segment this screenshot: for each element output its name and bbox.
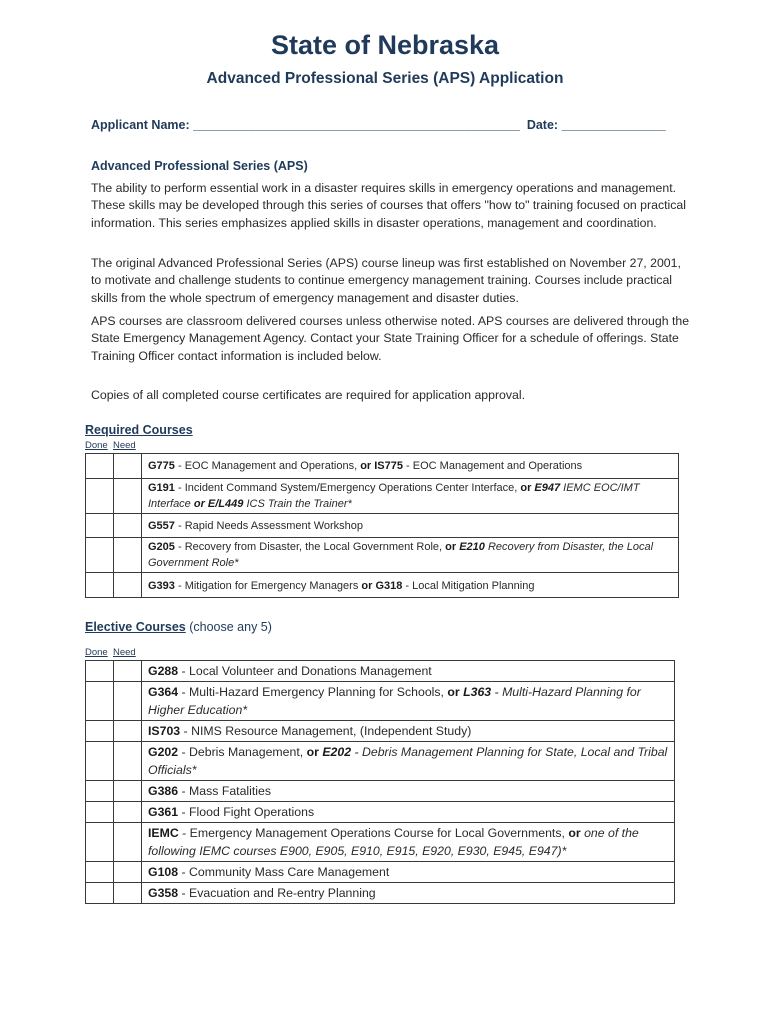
- need-checkbox[interactable]: [114, 573, 142, 598]
- intro-paragraph-2: The original Advanced Professional Series (APS) course lineup was first established on November 27, 2001, to motivate and challenge students to continue emergency management training. Courses include practical skills from the whole spectrum of emergency management and disaster duties.: [91, 256, 681, 305]
- course-description: G205 - Recovery from Disaster, the Local Government Role, or E210 Recovery from Disaster, the Local Government Role*: [142, 538, 679, 573]
- course-description: IEMC - Emergency Management Operations Course for Local Governments, or one of the following IEMC courses E900, E905, E910, E915, E920, E930, E945, E947)*: [142, 823, 675, 862]
- done-checkbox[interactable]: [86, 573, 114, 598]
- applicant-name-field[interactable]: _______________________________________________: [193, 118, 520, 132]
- need-checkbox[interactable]: [114, 721, 142, 742]
- done-checkbox[interactable]: [86, 742, 114, 781]
- done-checkbox[interactable]: [86, 479, 114, 514]
- course-description: G386 - Mass Fatalities: [142, 781, 675, 802]
- course-description: G364 - Multi-Hazard Emergency Planning for Schools, or L363 - Multi-Hazard Planning for Higher Education*: [142, 682, 675, 721]
- need-checkbox[interactable]: [114, 479, 142, 514]
- course-description: G775 - EOC Management and Operations, or IS775 - EOC Management and Operations: [142, 454, 679, 479]
- table-row: [86, 682, 675, 721]
- course-description: G361 - Flood Fight Operations: [142, 802, 675, 823]
- table-row: [86, 479, 679, 514]
- table-row: [86, 514, 679, 538]
- need-checkbox[interactable]: [114, 514, 142, 538]
- course-description: G557 - Rapid Needs Assessment Workshop: [142, 514, 679, 538]
- need-checkbox[interactable]: [114, 823, 142, 862]
- table-row: [86, 802, 675, 823]
- elective-done-need-header: Done Need: [85, 647, 136, 658]
- course-description: G191 - Incident Command System/Emergency Operations Center Interface, or E947 IEMC EOC/IMT Interface or E/L449 ICS Train the Trainer*: [142, 479, 679, 514]
- need-checkbox[interactable]: [114, 682, 142, 721]
- need-checkbox[interactable]: [114, 538, 142, 573]
- need-checkbox[interactable]: [114, 661, 142, 682]
- course-description: G108 - Community Mass Care Management: [142, 862, 675, 883]
- applicant-name-label: Applicant Name:: [91, 118, 190, 132]
- done-checkbox[interactable]: [86, 661, 114, 682]
- done-checkbox[interactable]: [86, 454, 114, 479]
- course-description: G393 - Mitigation for Emergency Managers or G318 - Local Mitigation Planning: [142, 573, 679, 598]
- table-row: [86, 862, 675, 883]
- table-row: [86, 742, 675, 781]
- required-done-need-header: Done Need: [85, 440, 136, 451]
- certificate-note: Copies of all completed course certificates are required for application approval.: [91, 388, 526, 402]
- aps-heading: Advanced Professional Series (APS): [91, 159, 308, 173]
- course-description: G288 - Local Volunteer and Donations Management: [142, 661, 675, 682]
- applicant-line: [91, 118, 666, 132]
- required-courses-heading: Required Courses: [85, 423, 193, 437]
- done-checkbox[interactable]: [86, 682, 114, 721]
- need-checkbox[interactable]: [114, 883, 142, 904]
- document-subtitle: Advanced Professional Series (APS) Application: [206, 70, 564, 87]
- course-description: G358 - Evacuation and Re-entry Planning: [142, 883, 675, 904]
- course-description: G202 - Debris Management, or E202 - Debris Management Planning for State, Local and Tribal Officials*: [142, 742, 675, 781]
- required-courses-table: [85, 453, 679, 598]
- done-checkbox[interactable]: [86, 883, 114, 904]
- document-title: State of Nebraska: [270, 30, 500, 60]
- table-row: [86, 573, 679, 598]
- need-checkbox[interactable]: [114, 454, 142, 479]
- done-checkbox[interactable]: [86, 514, 114, 538]
- course-description: IS703 - NIMS Resource Management, (Independent Study): [142, 721, 675, 742]
- need-checkbox[interactable]: [114, 742, 142, 781]
- done-checkbox[interactable]: [86, 721, 114, 742]
- date-field[interactable]: _______________: [561, 118, 666, 132]
- table-row: [86, 883, 675, 904]
- need-checkbox[interactable]: [114, 862, 142, 883]
- done-checkbox[interactable]: [86, 781, 114, 802]
- done-checkbox[interactable]: [86, 823, 114, 862]
- table-row: [86, 538, 679, 573]
- need-checkbox[interactable]: [114, 802, 142, 823]
- intro-paragraph-1: The ability to perform essential work in a disaster requires skills in emergency operations and management. These skills may be developed through this series of courses that offers "how to" training focused on practical information. This series emphasizes applied skills in disaster operations, management and coordination.: [91, 181, 686, 230]
- elective-courses-heading: Elective Courses (choose any 5): [85, 620, 272, 634]
- done-checkbox[interactable]: [86, 538, 114, 573]
- table-row: [86, 661, 675, 682]
- date-label: Date:: [526, 118, 559, 132]
- table-row: [86, 721, 675, 742]
- need-checkbox[interactable]: [114, 781, 142, 802]
- table-row: [86, 454, 679, 479]
- done-checkbox[interactable]: [86, 862, 114, 883]
- elective-courses-table: [85, 660, 675, 904]
- done-checkbox[interactable]: [86, 802, 114, 823]
- table-row: [86, 781, 675, 802]
- table-row: [86, 823, 675, 862]
- intro-paragraph-3: APS courses are classroom delivered courses unless otherwise noted. APS courses are delivered through the State Emergency Management Agency. Contact your State Training Officer for a schedule of offerings. State Training Officer contact information is included below.: [91, 314, 690, 363]
